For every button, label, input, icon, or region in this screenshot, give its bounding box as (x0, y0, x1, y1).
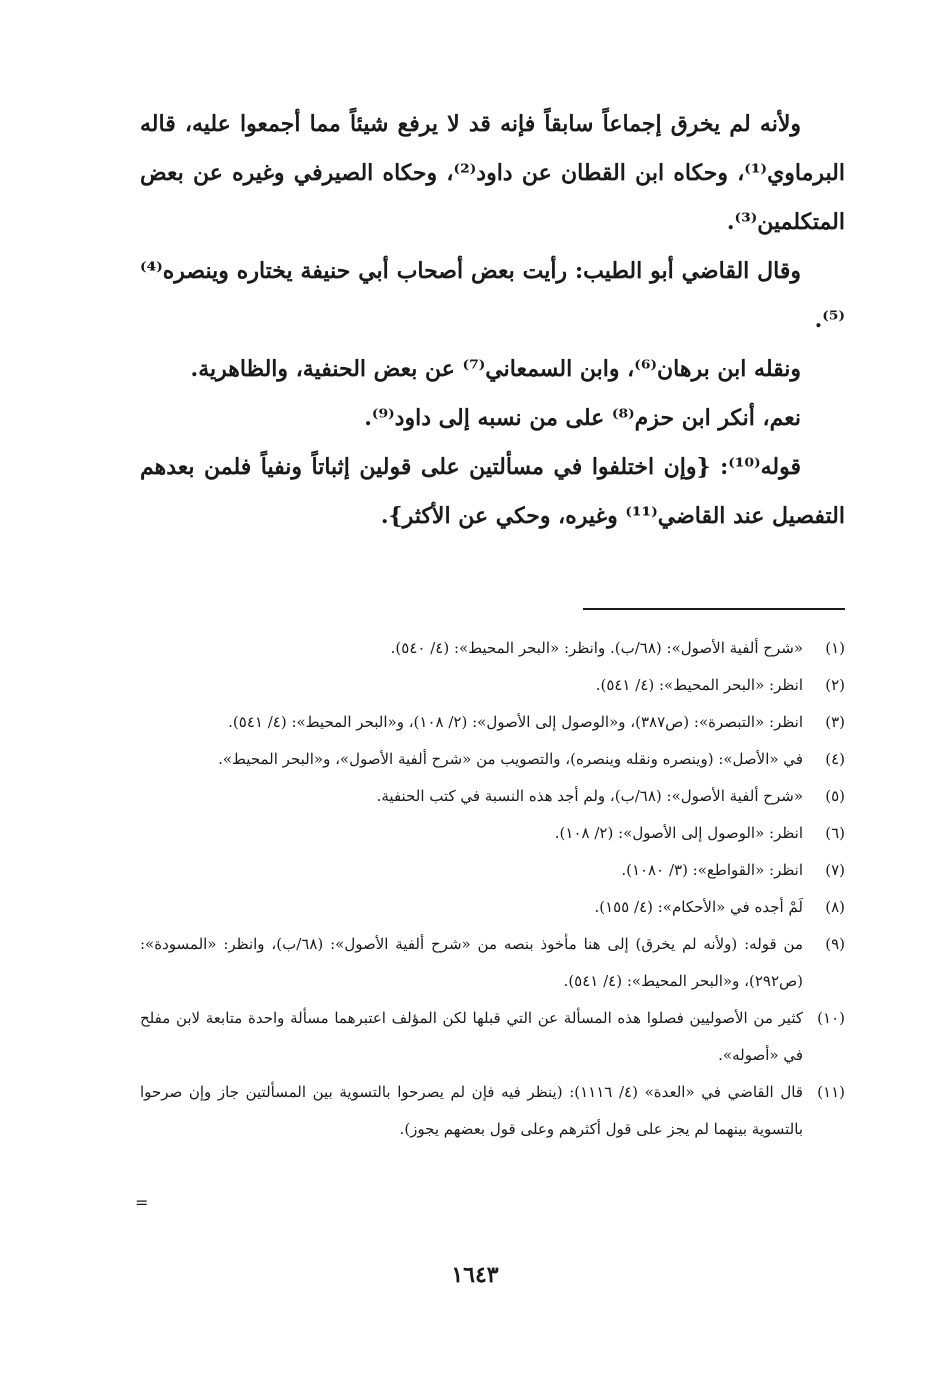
footnote-11 (140, 1074, 845, 1148)
footnote-text: انظر: «القواطع»: (٣/ ١٠٨٠). (621, 861, 803, 879)
paragraph-2: وقال القاضي أبو الطيب: رأيت بعض أصحاب أبي حنيفة يختاره وينصره⁽⁴⁾⁽⁵⁾. (140, 258, 845, 333)
footnote-text: كثير من الأصوليين فصلوا هذه المسألة عن التي قبلها لكن المؤلف اعتبرهما مسألة واحدة متابعة لابن مفلح في «أصوله». (140, 1009, 803, 1064)
footnote-5 (140, 778, 845, 815)
footnote-number: (١) (825, 639, 845, 657)
footnote-separator (583, 608, 845, 610)
footnote-10 (140, 1000, 845, 1074)
footnote-4 (140, 741, 845, 778)
footnote-number: (٦) (825, 824, 845, 842)
footnote-9 (140, 926, 845, 1000)
footnote-text: «شرح ألفية الأصول»: (٦٨/ب)، ولم أجد هذه النسبة في كتب الحنفية. (376, 787, 803, 805)
paragraph-4: نعم، أنكر ابن حزم⁽⁸⁾ على من نسبه إلى داود⁽⁹⁾. (364, 405, 801, 431)
footnote-text: انظر: «الوصول إلى الأصول»: (٢/ ١٠٨). (554, 824, 803, 842)
paragraph-3: ونقله ابن برهان⁽⁶⁾، وابن السمعاني⁽⁷⁾ عن بعض الحنفية، والظاهرية. (190, 356, 801, 382)
continuation-mark: = (135, 1193, 149, 1212)
footnote-text: من قوله: (ولأنه لم يخرق) إلى هنا مأخوذ بنصه من «شرح ألفية الأصول»: (٦٨/ب)، وانظر: «المسودة»: (ص٢٩٢)، و«البحر المحيط»: (٤/ ٥٤١). (140, 935, 803, 990)
footnote-number: (١١) (817, 1083, 845, 1101)
footnote-number: (٤) (825, 750, 845, 768)
footnote-text: في «الأصل»: (وينصره ونقله وينصره)، والتصويب من «شرح ألفية الأصول»، و«البحر المحيط». (218, 750, 803, 768)
paragraph-1: ولأنه لم يخرق إجماعاً سابقاً فإنه قد لا يرفع شيئاً مما أجمعوا عليه، قاله البرماوي⁽¹⁾، وحكاه ابن القطان عن داود⁽²⁾، وحكاه الصيرفي وغيره عن بعض المتكلمين⁽³⁾. (140, 111, 845, 235)
footnote-number: (٧) (825, 861, 845, 879)
footnote-3 (140, 704, 845, 741)
footnote-number: (١٠) (817, 1009, 845, 1027)
footnote-number: (٣) (825, 713, 845, 731)
footnote-text: انظر: «البحر المحيط»: (٤/ ٥٤١). (595, 676, 803, 694)
footnote-number: (٥) (825, 787, 845, 805)
footnote-2 (140, 667, 845, 704)
footnote-1 (140, 630, 845, 667)
footnotes (140, 630, 845, 1148)
main-text (140, 100, 845, 541)
footnote-number: (٩) (825, 935, 845, 953)
footnote-number: (٢) (825, 676, 845, 694)
paragraph-5: قوله⁽¹⁰⁾: {وإن اختلفوا في مسألتين على قولين إثباتاً ونفياً فلمن بعدهم التفصيل عند القاضي⁽¹¹⁾ وغيره، وحكي عن الأكثر}. (140, 454, 845, 529)
footnote-text: لَمْ أجده في «الأحكام»: (٤/ ١٥٥). (594, 898, 803, 916)
page-number: ١٦٤٣ (451, 1262, 499, 1288)
footnote-8 (140, 889, 845, 926)
footnote-text: «شرح ألفية الأصول»: (٦٨/ب). وانظر: «البحر المحيط»: (٤/ ٥٤٠). (390, 639, 803, 657)
footnote-6 (140, 815, 845, 852)
footnote-text: قال القاضي في «العدة» (٤/ ١١١٦): (ينظر فيه فإن لم يصرحوا بالتسوية بين المسألتين جاز وإن صرحوا بالتسوية بينهما لم يجز على قول أكثرهم وعلى قول بعضهم يجوز). (140, 1083, 803, 1138)
footnote-number: (٨) (825, 898, 845, 916)
footnote-text: انظر: «التبصرة»: (ص٣٨٧)، و«الوصول إلى الأصول»: (٢/ ١٠٨)، و«البحر المحيط»: (٤/ ٥٤١). (228, 713, 803, 731)
footnote-7 (140, 852, 845, 889)
